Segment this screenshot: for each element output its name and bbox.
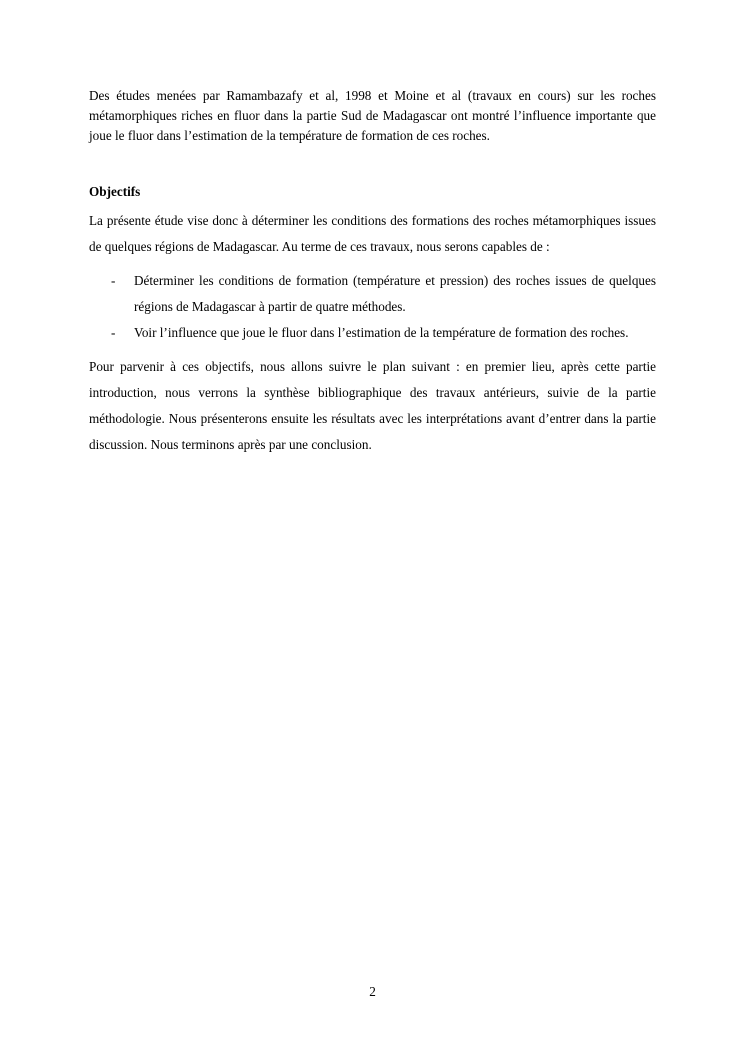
section-heading: Objectifs bbox=[89, 184, 141, 199]
objectives-paragraph: La présente étude vise donc à déterminer les conditions des formations des roches métamorphiques issues de quelques régions de Madagascar. Au terme de ces travaux, nous serons capables de : bbox=[89, 213, 656, 254]
plan-paragraph: Pour parvenir à ces objectifs, nous allons suivre le plan suivant : en premier lieu, après cette partie introduction, nous verrons la synthèse bibliographique des travaux antérieurs, suivie de la partie méthodologie. Nous présenterons ensuite les résultats avec les interprétations avant d’entrer dans la partie discussion. Nous terminons après par une conclusion. bbox=[89, 359, 656, 452]
list-item-text: Déterminer les conditions de formation (température et pression) des roches issues de quelques régions de Madagascar à partir de quatre méthodes. bbox=[134, 273, 656, 314]
bullet-marker: - bbox=[111, 273, 116, 288]
list-item-text: Voir l’influence que joue le fluor dans l’estimation de la température de formation des roches. bbox=[134, 325, 629, 340]
page-number: 2 bbox=[369, 984, 376, 999]
document-page bbox=[89, 86, 656, 458]
list-item bbox=[89, 268, 656, 320]
objectives-list bbox=[89, 268, 656, 346]
intro-paragraph: Des études menées par Ramambazafy et al, 1998 et Moine et al (travaux en cours) sur les roches métamorphiques riches en fluor dans la partie Sud de Madagascar ont montré l’influence importante que joue le fluor dans l’estimation de la température de formation de ces roches. bbox=[89, 88, 656, 143]
bullet-marker: - bbox=[111, 325, 116, 340]
list-item bbox=[89, 320, 656, 346]
